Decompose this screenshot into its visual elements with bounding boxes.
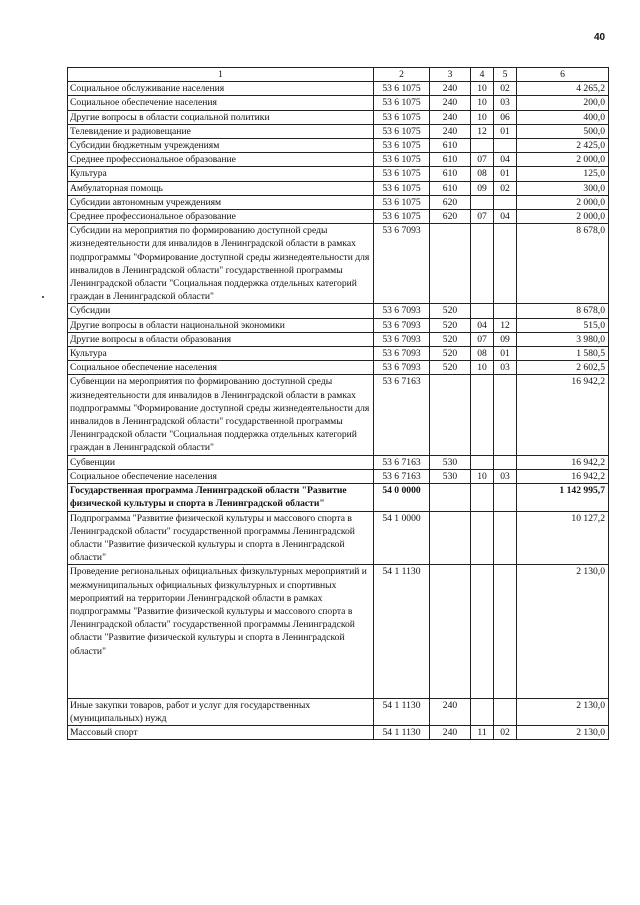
row-target-article: 53 6 7093	[374, 332, 430, 346]
table-header-row	[68, 68, 609, 82]
row-expense-type: 240	[430, 82, 471, 96]
header-cell: 2	[374, 68, 430, 82]
row-target-article: 53 6 1075	[374, 96, 430, 110]
header-cell: 5	[494, 68, 517, 82]
row-amount: 1 142 995,7	[517, 484, 609, 511]
table-row	[68, 210, 609, 224]
row-name: Подпрограмма "Развитие физической культуры и массового спорта в Ленинградской области" государственной программы Ленинградской области "Развитие физической культуры и спорта в Ленинградской области"	[68, 511, 374, 565]
row-expense-type: 530	[430, 455, 471, 469]
row-section: 08	[471, 167, 494, 181]
row-section: 10	[471, 469, 494, 483]
row-amount: 8 678,0	[517, 304, 609, 318]
row-expense-type	[430, 375, 471, 455]
row-expense-type: 620	[430, 210, 471, 224]
row-target-article: 53 6 7093	[374, 224, 430, 304]
row-amount: 16 942,2	[517, 375, 609, 455]
row-section	[471, 304, 494, 318]
row-expense-type: 240	[430, 110, 471, 124]
table-row	[68, 511, 609, 565]
table-row	[68, 375, 609, 455]
row-target-article: 54 1 0000	[374, 511, 430, 565]
row-subsection	[494, 455, 517, 469]
row-target-article: 54 1 1130	[374, 726, 430, 740]
row-target-article: 54 0 0000	[374, 484, 430, 511]
table-row	[68, 124, 609, 138]
row-name: Среднее профессиональное образование	[68, 210, 374, 224]
row-section	[471, 455, 494, 469]
row-expense-type: 620	[430, 195, 471, 209]
row-expense-type: 520	[430, 332, 471, 346]
table-row	[68, 82, 609, 96]
table-row	[68, 318, 609, 332]
row-target-article: 53 6 1075	[374, 181, 430, 195]
row-name: Социальное обеспечение населения	[68, 96, 374, 110]
table-row	[68, 224, 609, 304]
table-row	[68, 469, 609, 483]
row-target-article: 53 6 7163	[374, 375, 430, 455]
table-row	[68, 455, 609, 469]
row-subsection: 01	[494, 347, 517, 361]
row-subsection	[494, 698, 517, 725]
row-subsection	[494, 484, 517, 511]
row-section	[471, 139, 494, 153]
row-subsection: 01	[494, 167, 517, 181]
row-name: Государственная программа Ленинградской области "Развитие физической культуры и спорта в Ленинградской области"	[68, 484, 374, 511]
row-name: Субвенции	[68, 455, 374, 469]
row-amount: 2 425,0	[517, 139, 609, 153]
row-amount: 500,0	[517, 124, 609, 138]
row-expense-type: 520	[430, 347, 471, 361]
row-section: 12	[471, 124, 494, 138]
row-name: Другие вопросы в области национальной экономики	[68, 318, 374, 332]
header-cell: 1	[68, 68, 374, 82]
row-amount: 16 942,2	[517, 455, 609, 469]
row-expense-type: 240	[430, 726, 471, 740]
row-amount: 515,0	[517, 318, 609, 332]
row-expense-type: 240	[430, 96, 471, 110]
row-subsection	[494, 304, 517, 318]
row-section: 07	[471, 210, 494, 224]
row-subsection: 03	[494, 361, 517, 375]
row-subsection: 02	[494, 82, 517, 96]
row-section	[471, 511, 494, 565]
row-name: Субсидии бюджетным учреждениям	[68, 139, 374, 153]
row-subsection: 03	[494, 96, 517, 110]
row-target-article: 54 1 1130	[374, 565, 430, 698]
row-target-article: 54 1 1130	[374, 698, 430, 725]
row-subsection	[494, 139, 517, 153]
row-subsection	[494, 565, 517, 698]
row-name: Социальное обеспечение населения	[68, 469, 374, 483]
row-subsection	[494, 375, 517, 455]
row-target-article: 53 6 1075	[374, 195, 430, 209]
row-name: Амбулаторная помощь	[68, 181, 374, 195]
table-row	[68, 304, 609, 318]
row-expense-type: 610	[430, 139, 471, 153]
row-section: 07	[471, 153, 494, 167]
row-amount: 8 678,0	[517, 224, 609, 304]
row-expense-type	[430, 565, 471, 698]
row-subsection: 04	[494, 210, 517, 224]
row-target-article: 53 6 1075	[374, 82, 430, 96]
row-target-article: 53 6 1075	[374, 139, 430, 153]
row-amount: 2 130,0	[517, 726, 609, 740]
row-target-article: 53 6 7163	[374, 455, 430, 469]
row-subsection: 09	[494, 332, 517, 346]
row-target-article: 53 6 1075	[374, 110, 430, 124]
row-subsection: 04	[494, 153, 517, 167]
row-subsection: 01	[494, 124, 517, 138]
row-subsection: 03	[494, 469, 517, 483]
row-amount: 400,0	[517, 110, 609, 124]
row-section	[471, 375, 494, 455]
row-target-article: 53 6 1075	[374, 167, 430, 181]
row-amount: 10 127,2	[517, 511, 609, 565]
row-name: Другие вопросы в области образования	[68, 332, 374, 346]
row-expense-type: 520	[430, 361, 471, 375]
table-row	[68, 96, 609, 110]
row-expense-type	[430, 484, 471, 511]
row-name: Социальное обслуживание населения	[68, 82, 374, 96]
row-amount: 200,0	[517, 96, 609, 110]
table-row	[68, 347, 609, 361]
row-expense-type	[430, 224, 471, 304]
table-row	[68, 565, 609, 698]
row-subsection: 12	[494, 318, 517, 332]
row-section: 10	[471, 82, 494, 96]
table-row	[68, 153, 609, 167]
row-name: Субсидии автономным учреждениям	[68, 195, 374, 209]
row-amount: 2 000,0	[517, 153, 609, 167]
table-row	[68, 698, 609, 725]
row-target-article: 53 6 1075	[374, 124, 430, 138]
row-amount: 2 130,0	[517, 565, 609, 698]
row-section: 07	[471, 332, 494, 346]
row-section: 04	[471, 318, 494, 332]
table-row	[68, 139, 609, 153]
table-row	[68, 167, 609, 181]
row-expense-type: 610	[430, 181, 471, 195]
row-amount: 2 000,0	[517, 195, 609, 209]
row-amount: 125,0	[517, 167, 609, 181]
row-section	[471, 224, 494, 304]
row-target-article: 53 6 7093	[374, 347, 430, 361]
row-subsection: 02	[494, 726, 517, 740]
row-section: 11	[471, 726, 494, 740]
row-amount: 2 130,0	[517, 698, 609, 725]
row-expense-type: 530	[430, 469, 471, 483]
header-cell: 6	[517, 68, 609, 82]
row-section: 10	[471, 110, 494, 124]
page-number: 40	[594, 32, 606, 43]
row-expense-type	[430, 511, 471, 565]
row-name: Культура	[68, 347, 374, 361]
budget-table	[67, 67, 609, 740]
row-subsection	[494, 224, 517, 304]
row-expense-type: 520	[430, 304, 471, 318]
row-name: Телевидение и радиовещание	[68, 124, 374, 138]
scan-speck	[42, 296, 44, 298]
row-name: Среднее профессиональное образование	[68, 153, 374, 167]
row-target-article: 53 6 7093	[374, 318, 430, 332]
row-name: Проведение региональных официальных физкультурных мероприятий и межмуниципальных официальных физкультурных и спортивных мероприятий на территории Ленинградской области в рамках подпрограммы "Развитие физической культуры и массового спорта в Ленинградской области" государственной программы Ленинградской области "Развитие физической культуры и спорта в Ленинградской области"	[68, 565, 374, 698]
row-amount: 1 580,5	[517, 347, 609, 361]
row-section: 08	[471, 347, 494, 361]
row-section	[471, 698, 494, 725]
row-target-article: 53 6 7093	[374, 304, 430, 318]
row-amount: 2 602,5	[517, 361, 609, 375]
row-name: Субсидии	[68, 304, 374, 318]
row-section	[471, 484, 494, 511]
row-section	[471, 195, 494, 209]
row-name: Иные закупки товаров, работ и услуг для государственных (муниципальных) нужд	[68, 698, 374, 725]
row-section: 10	[471, 361, 494, 375]
row-name: Другие вопросы в области социальной политики	[68, 110, 374, 124]
row-subsection: 02	[494, 181, 517, 195]
row-name: Субсидии на мероприятия по формированию доступной среды жизнедеятельности для инвалидов в Ленинградской области в рамках подпрограммы "Формирование доступной среды жизнедеятельности для инвалидов в Ленинградской области" государственной программы Ленинградской области "Социальная поддержка отдельных категорий граждан в Ленинградской области"	[68, 224, 374, 304]
row-target-article: 53 6 1075	[374, 210, 430, 224]
row-amount: 4 265,2	[517, 82, 609, 96]
table-row	[68, 181, 609, 195]
row-amount: 16 942,2	[517, 469, 609, 483]
table-row	[68, 195, 609, 209]
row-name: Социальное обеспечение населения	[68, 361, 374, 375]
row-expense-type: 240	[430, 124, 471, 138]
row-section: 10	[471, 96, 494, 110]
header-cell: 3	[430, 68, 471, 82]
table-row	[68, 361, 609, 375]
row-section: 09	[471, 181, 494, 195]
row-expense-type: 520	[430, 318, 471, 332]
row-name: Массовый спорт	[68, 726, 374, 740]
row-target-article: 53 6 7163	[374, 469, 430, 483]
row-subsection: 06	[494, 110, 517, 124]
row-section	[471, 565, 494, 698]
row-expense-type: 610	[430, 167, 471, 181]
row-expense-type: 240	[430, 698, 471, 725]
row-expense-type: 610	[430, 153, 471, 167]
row-subsection	[494, 195, 517, 209]
row-name: Культура	[68, 167, 374, 181]
table-row	[68, 332, 609, 346]
table-row	[68, 110, 609, 124]
row-name: Субвенции на мероприятия по формированию доступной среды жизнедеятельности для инвалидов в Ленинградской области в рамках подпрограммы "Формирование доступной среды жизнедеятельности для инвалидов в Ленинградской области" государственной программы Ленинградской области "Социальная поддержка отдельных категорий граждан в Ленинградской области"	[68, 375, 374, 455]
row-amount: 300,0	[517, 181, 609, 195]
row-amount: 2 000,0	[517, 210, 609, 224]
row-subsection	[494, 511, 517, 565]
header-cell: 4	[471, 68, 494, 82]
row-amount: 3 980,0	[517, 332, 609, 346]
row-target-article: 53 6 7093	[374, 361, 430, 375]
table-row	[68, 726, 609, 740]
table-row	[68, 484, 609, 511]
row-target-article: 53 6 1075	[374, 153, 430, 167]
